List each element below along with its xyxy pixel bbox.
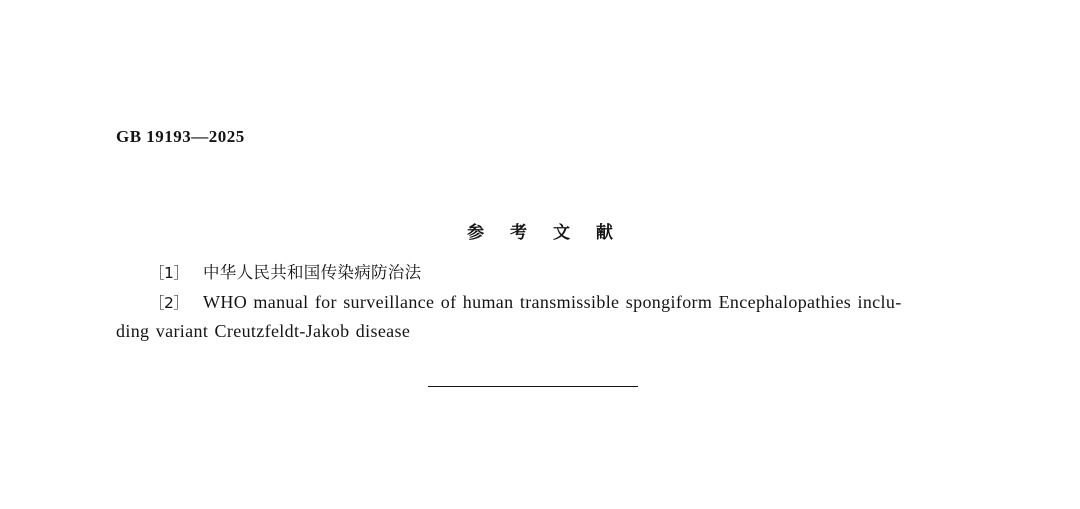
standard-number-header: GB 19193—2025 bbox=[116, 127, 245, 146]
reference-text: WHO manual for surveillance of human transmissible spongiform Encephalopathies inclu- bbox=[203, 291, 902, 312]
reference-list bbox=[116, 258, 962, 347]
reference-text: 中华人民共和国传染病防治法 bbox=[203, 263, 422, 282]
end-of-document-rule bbox=[428, 386, 638, 387]
reference-text-continuation: ding variant Creutzfeldt-Jakob disease bbox=[116, 320, 411, 341]
section-heading-references: 参 考 文 献 bbox=[467, 223, 623, 243]
list-item bbox=[116, 258, 962, 287]
list-item bbox=[116, 288, 962, 346]
reference-marker: ［1］ bbox=[149, 264, 189, 282]
reference-marker: ［2］ bbox=[149, 293, 189, 312]
